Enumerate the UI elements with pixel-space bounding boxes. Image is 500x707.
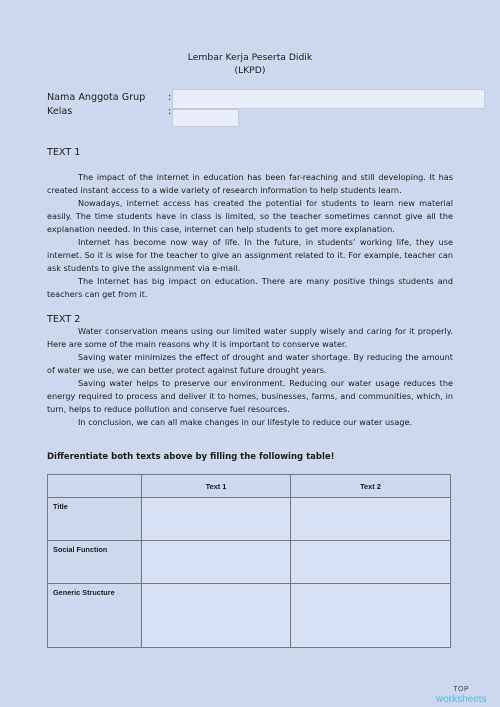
group-members-field[interactable]	[172, 89, 485, 109]
table-header-text2: Text 2	[291, 475, 451, 498]
text2-paragraph-4: In conclusion, we can all make changes in our lifestyle to reduce our water usage.	[78, 417, 413, 427]
text1-paragraph-1: The impact of the internet in education has been far-reaching and still developing. It has created instant access to a wide variety of research information to help students learn.	[47, 172, 453, 195]
row-label-generic-structure: Generic Structure	[48, 584, 142, 648]
text1-paragraph-4: The Internet has big impact on education. There are many positive things students and teachers can get from it.	[47, 276, 453, 299]
title-text2-cell[interactable]	[291, 498, 451, 541]
table-header-text1: Text 1	[142, 475, 291, 498]
title-text1-cell[interactable]	[142, 498, 291, 541]
table-row-generic-structure	[48, 584, 451, 648]
social-function-text1-cell[interactable]	[142, 541, 291, 584]
class-label: Kelas	[47, 106, 73, 117]
table-header-row	[48, 475, 451, 498]
text1-paragraph-2: Nowadays, internet access has created the potential for students to learn new material easily. The time students have in class is limited, so the teacher sometimes cannot give all the explanation needed. In this case, internet can help students to get more explanation.	[47, 198, 453, 234]
social-function-text2-cell[interactable]	[291, 541, 451, 584]
text2-paragraph-1: Water conservation means using our limited water supply wisely and caring for it properly. Here are some of the main reasons why it is important to conserve water.	[47, 326, 453, 349]
text2-paragraph-2: Saving water minimizes the effect of drought and water shortage. By reducing the amount of water we use, we can better protect against future drought years.	[47, 352, 453, 375]
logo-worksheets-text: worksheets	[436, 694, 487, 705]
table-row-social-function	[48, 541, 451, 584]
worksheet-title: Lembar Kerja Peserta Didik	[187, 52, 313, 63]
table-row-title	[48, 498, 451, 541]
table-instruction: Differentiate both texts above by filling the following table!	[47, 452, 335, 462]
text1-heading: TEXT 1	[47, 147, 81, 158]
class-colon: :	[168, 106, 172, 117]
table-header-empty	[48, 475, 142, 498]
topworksheets-logo	[436, 686, 487, 705]
text2-heading: TEXT 2	[47, 314, 81, 325]
comparison-table	[47, 474, 451, 648]
worksheet-subtitle: (LKPD)	[234, 65, 266, 76]
generic-structure-text2-cell[interactable]	[291, 584, 451, 648]
text2-paragraph-3: Saving water helps to preserve our environment. Reducing our water usage reduces the energy required to process and deliver it to homes, businesses, farms, and communities, which, in turn, helps to reduce pollution and conserve fuel resources.	[47, 378, 453, 414]
class-field[interactable]	[172, 109, 239, 127]
logo-top-text: TOP	[453, 686, 470, 693]
row-label-social-function: Social Function	[48, 541, 142, 584]
generic-structure-text1-cell[interactable]	[142, 584, 291, 648]
group-colon: :	[168, 92, 172, 103]
text1-paragraph-3: Internet has become now way of life. In the future, in students’ working life, they use internet. So it is wise for the teacher to give an assignment related to it. For example, teacher can ask students to give the assignment via e-mail.	[47, 237, 453, 273]
row-label-title: Title	[48, 498, 142, 541]
group-members-label: Nama Anggota Grup	[47, 92, 146, 103]
